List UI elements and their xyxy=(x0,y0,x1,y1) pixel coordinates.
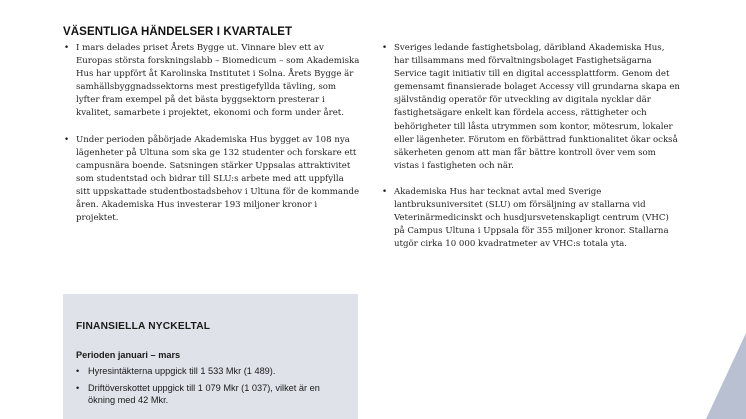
list-item xyxy=(381,186,681,251)
list-item-text: Sveriges ledande fastighetsbolag, däribland Akademiska Hus, har tillsammans med förvaltningsbolaget Fastighetsägarna Service tagit initiativ till en digital accessplattform. Genom det gemensamt finansierade bolaget Accessy vill grundarna skapa en självständig operatör för utveckling av digitala nycklar där fastighetsägare enkelt kan fördela access, rättigheter och behörigheter till låsta utrymmen som kontor, mötesrum, lokaler eller lägenheter. Förutom en förbättrad funktionalitet ökar också säkerheten genom att man får bättre kontroll över vem som vistas i fastigheten och när. xyxy=(394,43,680,171)
bullet-icon: • xyxy=(76,366,80,376)
list-item-text: I mars delades priset Årets Bygge ut. Vinnare blev ett av Europas största forskningslabb – Biomedicum – som Akademiska Hus har uppfört åt Karolinska Institutet i Solna. Årets Bygge är samhällsbyggnadssektorns mest prestigefyllda tävling, som lyfter fram exempel på det bästa byggsektorn presterar i kvalitet, samarbete i projektet, ekonomi och form under året. xyxy=(76,43,360,119)
list-item-text: Driftöverskottet uppgick till 1 079 Mkr (1 037), vilket är en ökning med 42 Mkr. xyxy=(88,382,320,405)
key-figures-panel xyxy=(63,294,358,419)
bullet-icon: • xyxy=(64,43,70,53)
key-figures-title: FINANSIELLA NYCKELTAL xyxy=(76,321,211,332)
list-item-text: Hyresintäkterna uppgick till 1 533 Mkr (1 489). xyxy=(88,366,276,376)
left-column-list xyxy=(63,42,360,225)
list-item-text: Akademiska Hus har tecknat avtal med Sverige lantbruksuniversitet (SLU) om försäljning av stallarna vid Veterinärmedicinskt och husdjursvetenskapligt centrum (VHC) på Campus Ultuna i Uppsala för 355 miljoner kronor. Stallarna utgör cirka 10 000 kvadratmeter av VHC:s totala yta. xyxy=(394,186,669,250)
corner-triangle xyxy=(706,333,746,419)
key-figures-list xyxy=(76,365,346,407)
bullet-icon: • xyxy=(64,134,70,145)
right-column-list xyxy=(381,42,681,251)
list-item xyxy=(381,42,681,173)
bullet-icon: • xyxy=(382,186,388,197)
list-item xyxy=(63,134,360,226)
list-item xyxy=(63,42,360,121)
section-heading: VÄSENTLIGA HÄNDELSER I KVARTALET xyxy=(63,26,293,38)
list-item xyxy=(76,382,346,407)
list-item-text: Under perioden påbörjade Akademiska Hus bygget av 108 nya lägenheter på Ultuna som ska ge 132 studenter och forskare ett campusnära boende. Satsningen stärker Uppsalas attraktivitet som studentstad och bidrar till SLU:s arbete med att uppfylla sitt uppskattade studentbostadsbehov i Ultuna för de kommande åren. Akademiska Hus investerar 193 miljoner kronor i projektet. xyxy=(76,134,360,224)
bullet-icon: • xyxy=(382,43,388,53)
list-item xyxy=(76,365,346,378)
bullet-icon: • xyxy=(76,382,80,393)
key-figures-period: Perioden januari – mars xyxy=(76,350,181,360)
